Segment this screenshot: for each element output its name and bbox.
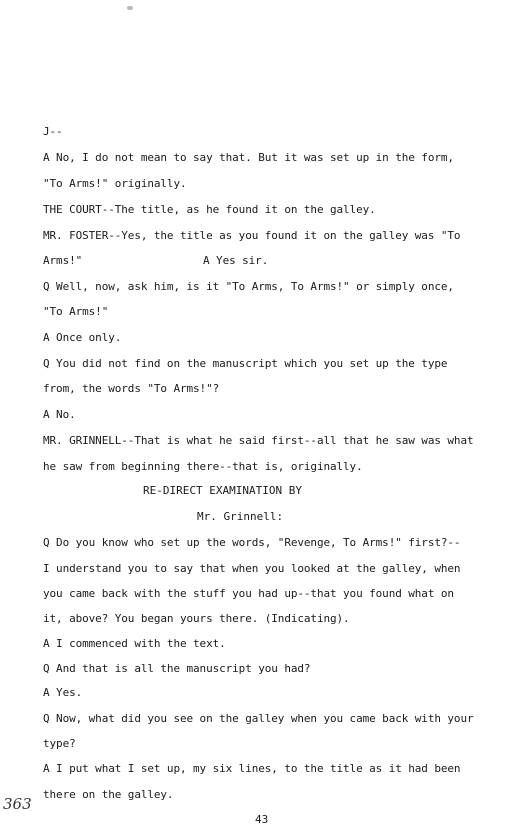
text-line: A I put what I set up, my six lines, to the title as it had been [43,762,461,775]
text-line: MR. FOSTER--Yes, the title as you found it on the galley was "To [43,229,461,242]
text-line: I understand you to say that when you looked at the galley, when [43,562,461,575]
text-line: THE COURT--The title, as he found it on the galley. [43,203,376,216]
text-line: type? [43,737,76,750]
section-heading: RE-DIRECT EXAMINATION BY [143,484,302,497]
text-line [43,254,268,267]
text-line: from, the words "To Arms!"? [43,382,220,395]
text-line: he saw from beginning there--that is, originally. [43,460,363,473]
text-line: "To Arms!" [43,305,109,318]
text-line: A Yes. [43,686,83,699]
text-line: A No, I do not mean to say that. But it was set up in the form, [43,151,454,164]
text-line: Q And that is all the manuscript you had? [43,662,311,675]
text-line: "To Arms!" originally. [43,177,187,190]
text-line: J-- [43,125,63,138]
text-line: it, above? You began yours there. (Indicating). [43,612,350,625]
section-subheading: Mr. Grinnell: [197,510,284,523]
paper-speck [127,6,133,10]
handwritten-margin-note: 363 [3,795,32,813]
text-line: you came back with the stuff you had up--that you found what on [43,587,454,600]
text-line: MR. GRINNELL--That is what he said first--all that he saw was what [43,434,474,447]
inline-answer: A Yes sir. [203,254,269,267]
text-line: A Once only. [43,331,122,344]
text-fragment: Arms!" [43,254,83,267]
text-line: A No. [43,408,76,421]
page-number: 43 [255,813,269,826]
text-line: there on the galley. [43,788,174,801]
text-line: Q Now, what did you see on the galley when you came back with your [43,712,474,725]
text-line: A I commenced with the text. [43,637,226,650]
text-line: Q You did not find on the manuscript which you set up the type [43,357,448,370]
text-line: Q Well, now, ask him, is it "To Arms, To Arms!" or simply once, [43,280,454,293]
text-line: Q Do you know who set up the words, "Revenge, To Arms!" first?-- [43,536,461,549]
